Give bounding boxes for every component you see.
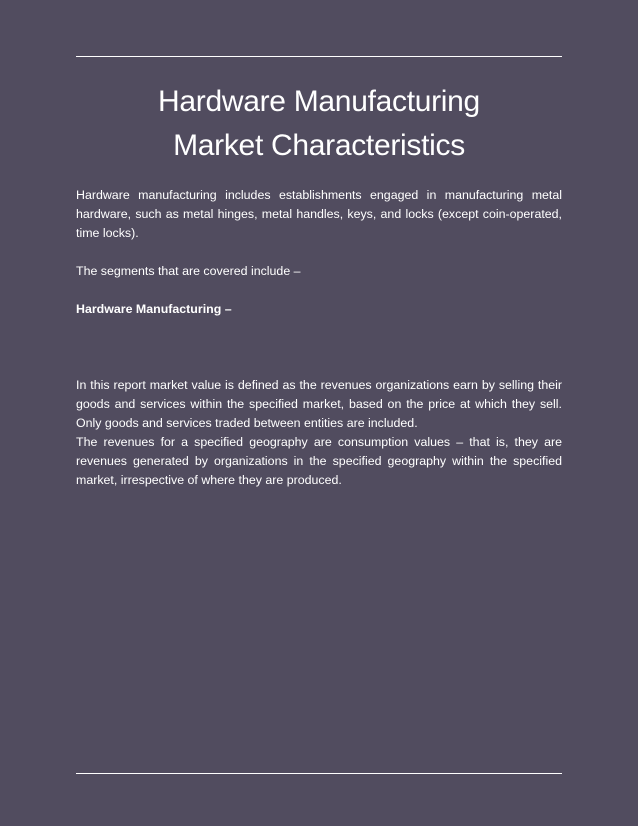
- page-title: [76, 80, 562, 168]
- top-rule: [76, 56, 562, 57]
- segments-intro: The segments that are covered include –: [76, 264, 301, 278]
- title-line-2: Market Characteristics: [173, 129, 465, 162]
- market-value-paragraph: In this report market value is defined as the revenues organizations earn by selling their goods and services within the specified market, based on the price at which they sell. Only goods and services traded between entities are included.: [76, 378, 562, 430]
- geography-paragraph: The revenues for a specified geography are consumption values – that is, they are revenues generated by organizations in the specified geography within the specified market, irrespective of where they are produced.: [76, 435, 562, 487]
- intro-paragraph: Hardware manufacturing includes establishments engaged in manufacturing metal hardware, such as metal hinges, metal handles, keys, and locks (except coin-operated, time locks).: [76, 188, 562, 240]
- bottom-rule: [76, 773, 562, 774]
- segment-heading: Hardware Manufacturing –: [76, 302, 232, 316]
- title-line-1: Hardware Manufacturing: [158, 85, 480, 118]
- document-body: [76, 186, 562, 490]
